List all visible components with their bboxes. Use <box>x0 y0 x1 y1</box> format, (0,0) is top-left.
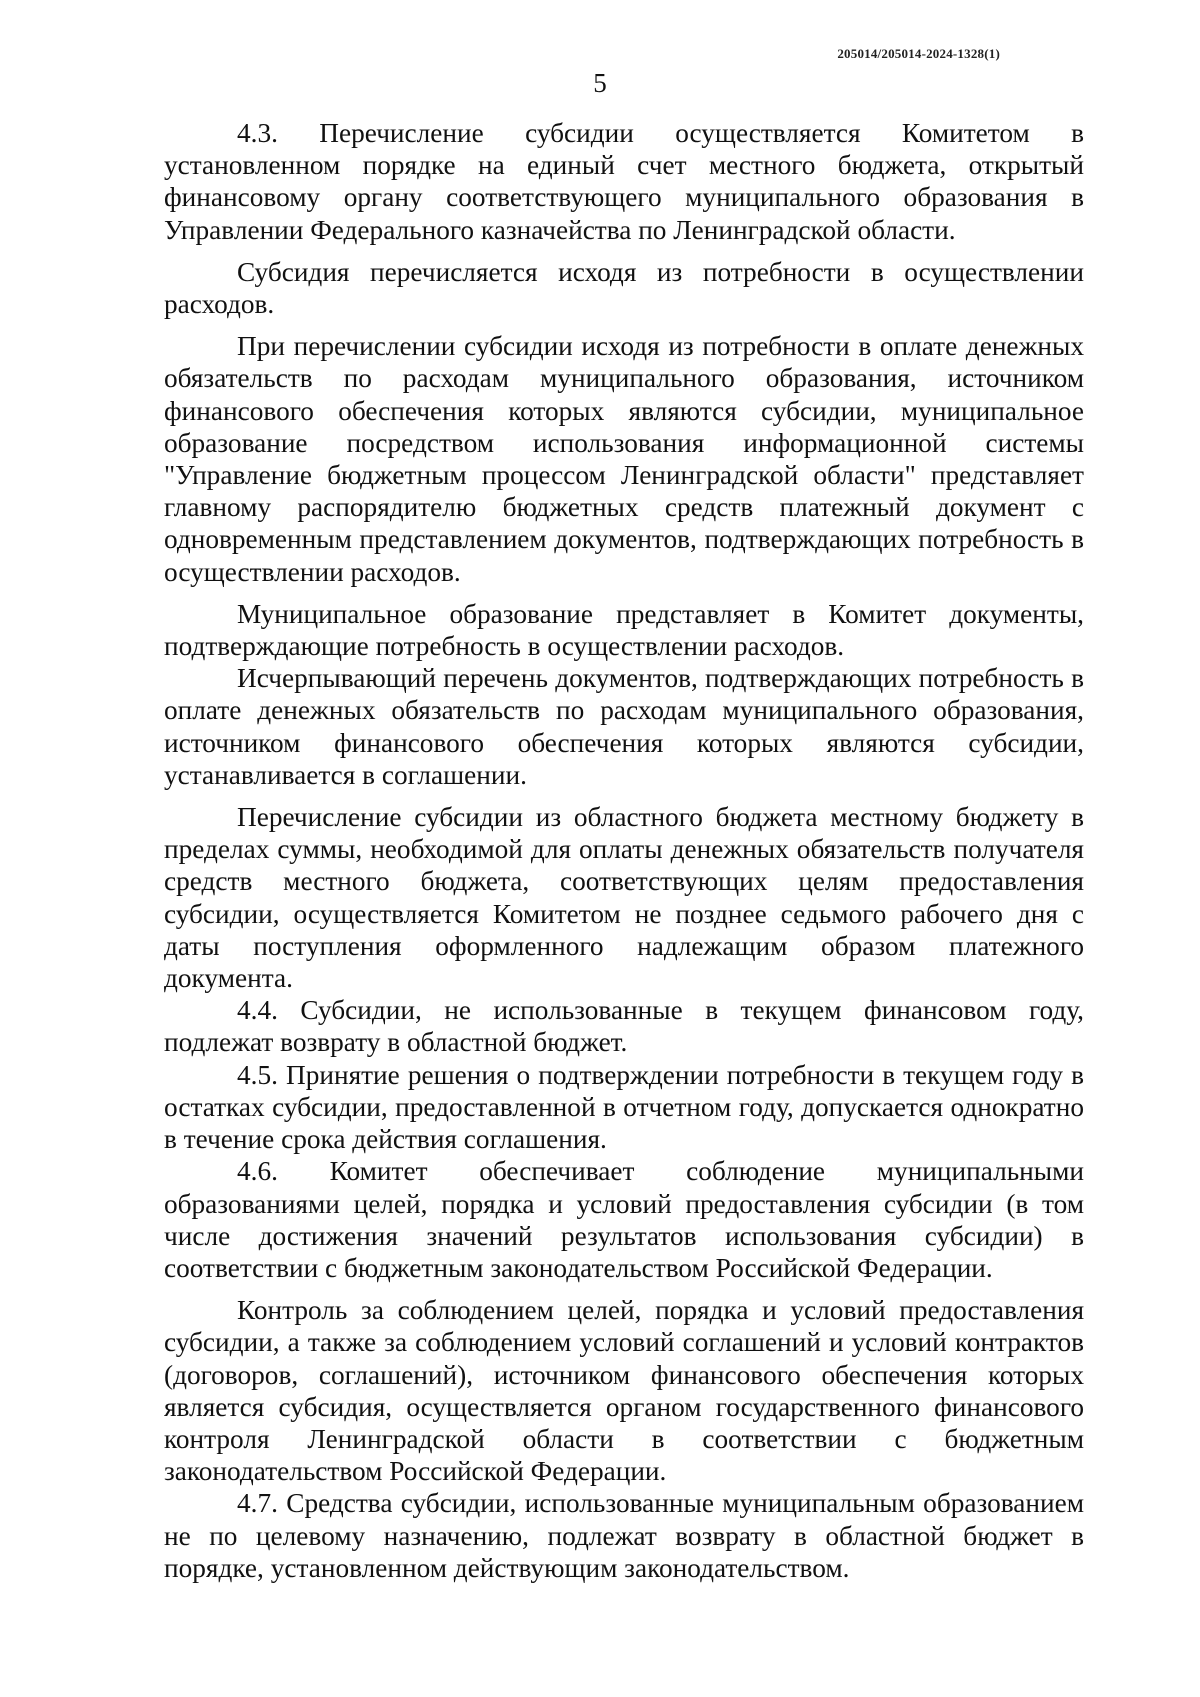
paragraph-subsidy-transfer: Субсидия перечисляется исходя из потребности в осуществлении расходов. <box>164 256 1084 320</box>
paragraph-transfer-terms: Перечисление субсидии из областного бюджета местному бюджету в пределах суммы, необходимой для оплаты денежных обязательств получателя средств местного бюджета, соответствующих целям предоставления субсидии, осуществляется Комитетом не позднее седьмого рабочего дня с даты поступления оформленного надлежащим образом платежного документа. <box>164 802 1084 994</box>
document-body <box>164 117 1084 1584</box>
paragraph-4-5: 4.5. Принятие решения о подтверждении потребности в текущем году в остатках субсидии, предоставленной в отчетном году, допускается однократно в течение срока действия соглашения. <box>164 1059 1084 1155</box>
paragraph-control: Контроль за соблюдением целей, порядка и условий предоставления субсидии, а также за соблюдением условий соглашений и условий контрактов (договоров, соглашений), источником финансового обеспечения которых является субсидия, осуществляется органом государственного финансового контроля Ленинградской области в соответствии с бюджетным законодательством Российской Федерации. <box>164 1295 1084 1487</box>
paragraph-4-7: 4.7. Средства субсидии, использованные муниципальным образованием не по целевому назначению, подлежат возврату в областной бюджет в порядке, установленном действующим законодательством. <box>164 1488 1084 1583</box>
paragraph-municipal-documents: Муниципальное образование представляет в Комитет документы, подтверждающие потребность в осуществлении расходов. <box>164 598 1084 662</box>
document-number: 205014/205014-2024-1328(1) <box>837 46 1000 61</box>
page-number: 5 <box>593 68 607 98</box>
paragraph-documents-list: Исчерпывающий перечень документов, подтверждающих потребность в оплате денежных обязательств по расходам муниципального образования, источником финансового обеспечения которых являются субсидии, устанавливается в соглашении. <box>164 663 1084 790</box>
paragraph-4-6: 4.6. Комитет обеспечивает соблюдение муниципальными образованиями целей, порядка и условий предоставления субсидии (в том числе достижения значений результатов использования субсидии) в соответствии с бюджетным законодательством Российской Федерации. <box>164 1156 1084 1283</box>
paragraph-payment-procedure: При перечислении субсидии исходя из потребности в оплате денежных обязательств по расходам муниципального образования, источником финансового обеспечения которых являются субсидии, муниципальное образование посредством использования информационной системы "Управление бюджетным процессом Ленинградской области" представляет главному распорядителю бюджетных средств платежный документ с одновременным представлением документов, подтверждающих потребность в осуществлении расходов. <box>164 331 1084 587</box>
paragraph-4-3: 4.3. Перечисление субсидии осуществляется Комитетом в установленном порядке на единый счет местного бюджета, открытый финансовому органу соответствующего муниципального образования в Управлении Федерального казначейства по Ленинградской области. <box>164 118 1084 245</box>
paragraph-4-4: 4.4. Субсидии, не использованные в текущем финансовом году, подлежат возврату в областной бюджет. <box>164 995 1084 1058</box>
